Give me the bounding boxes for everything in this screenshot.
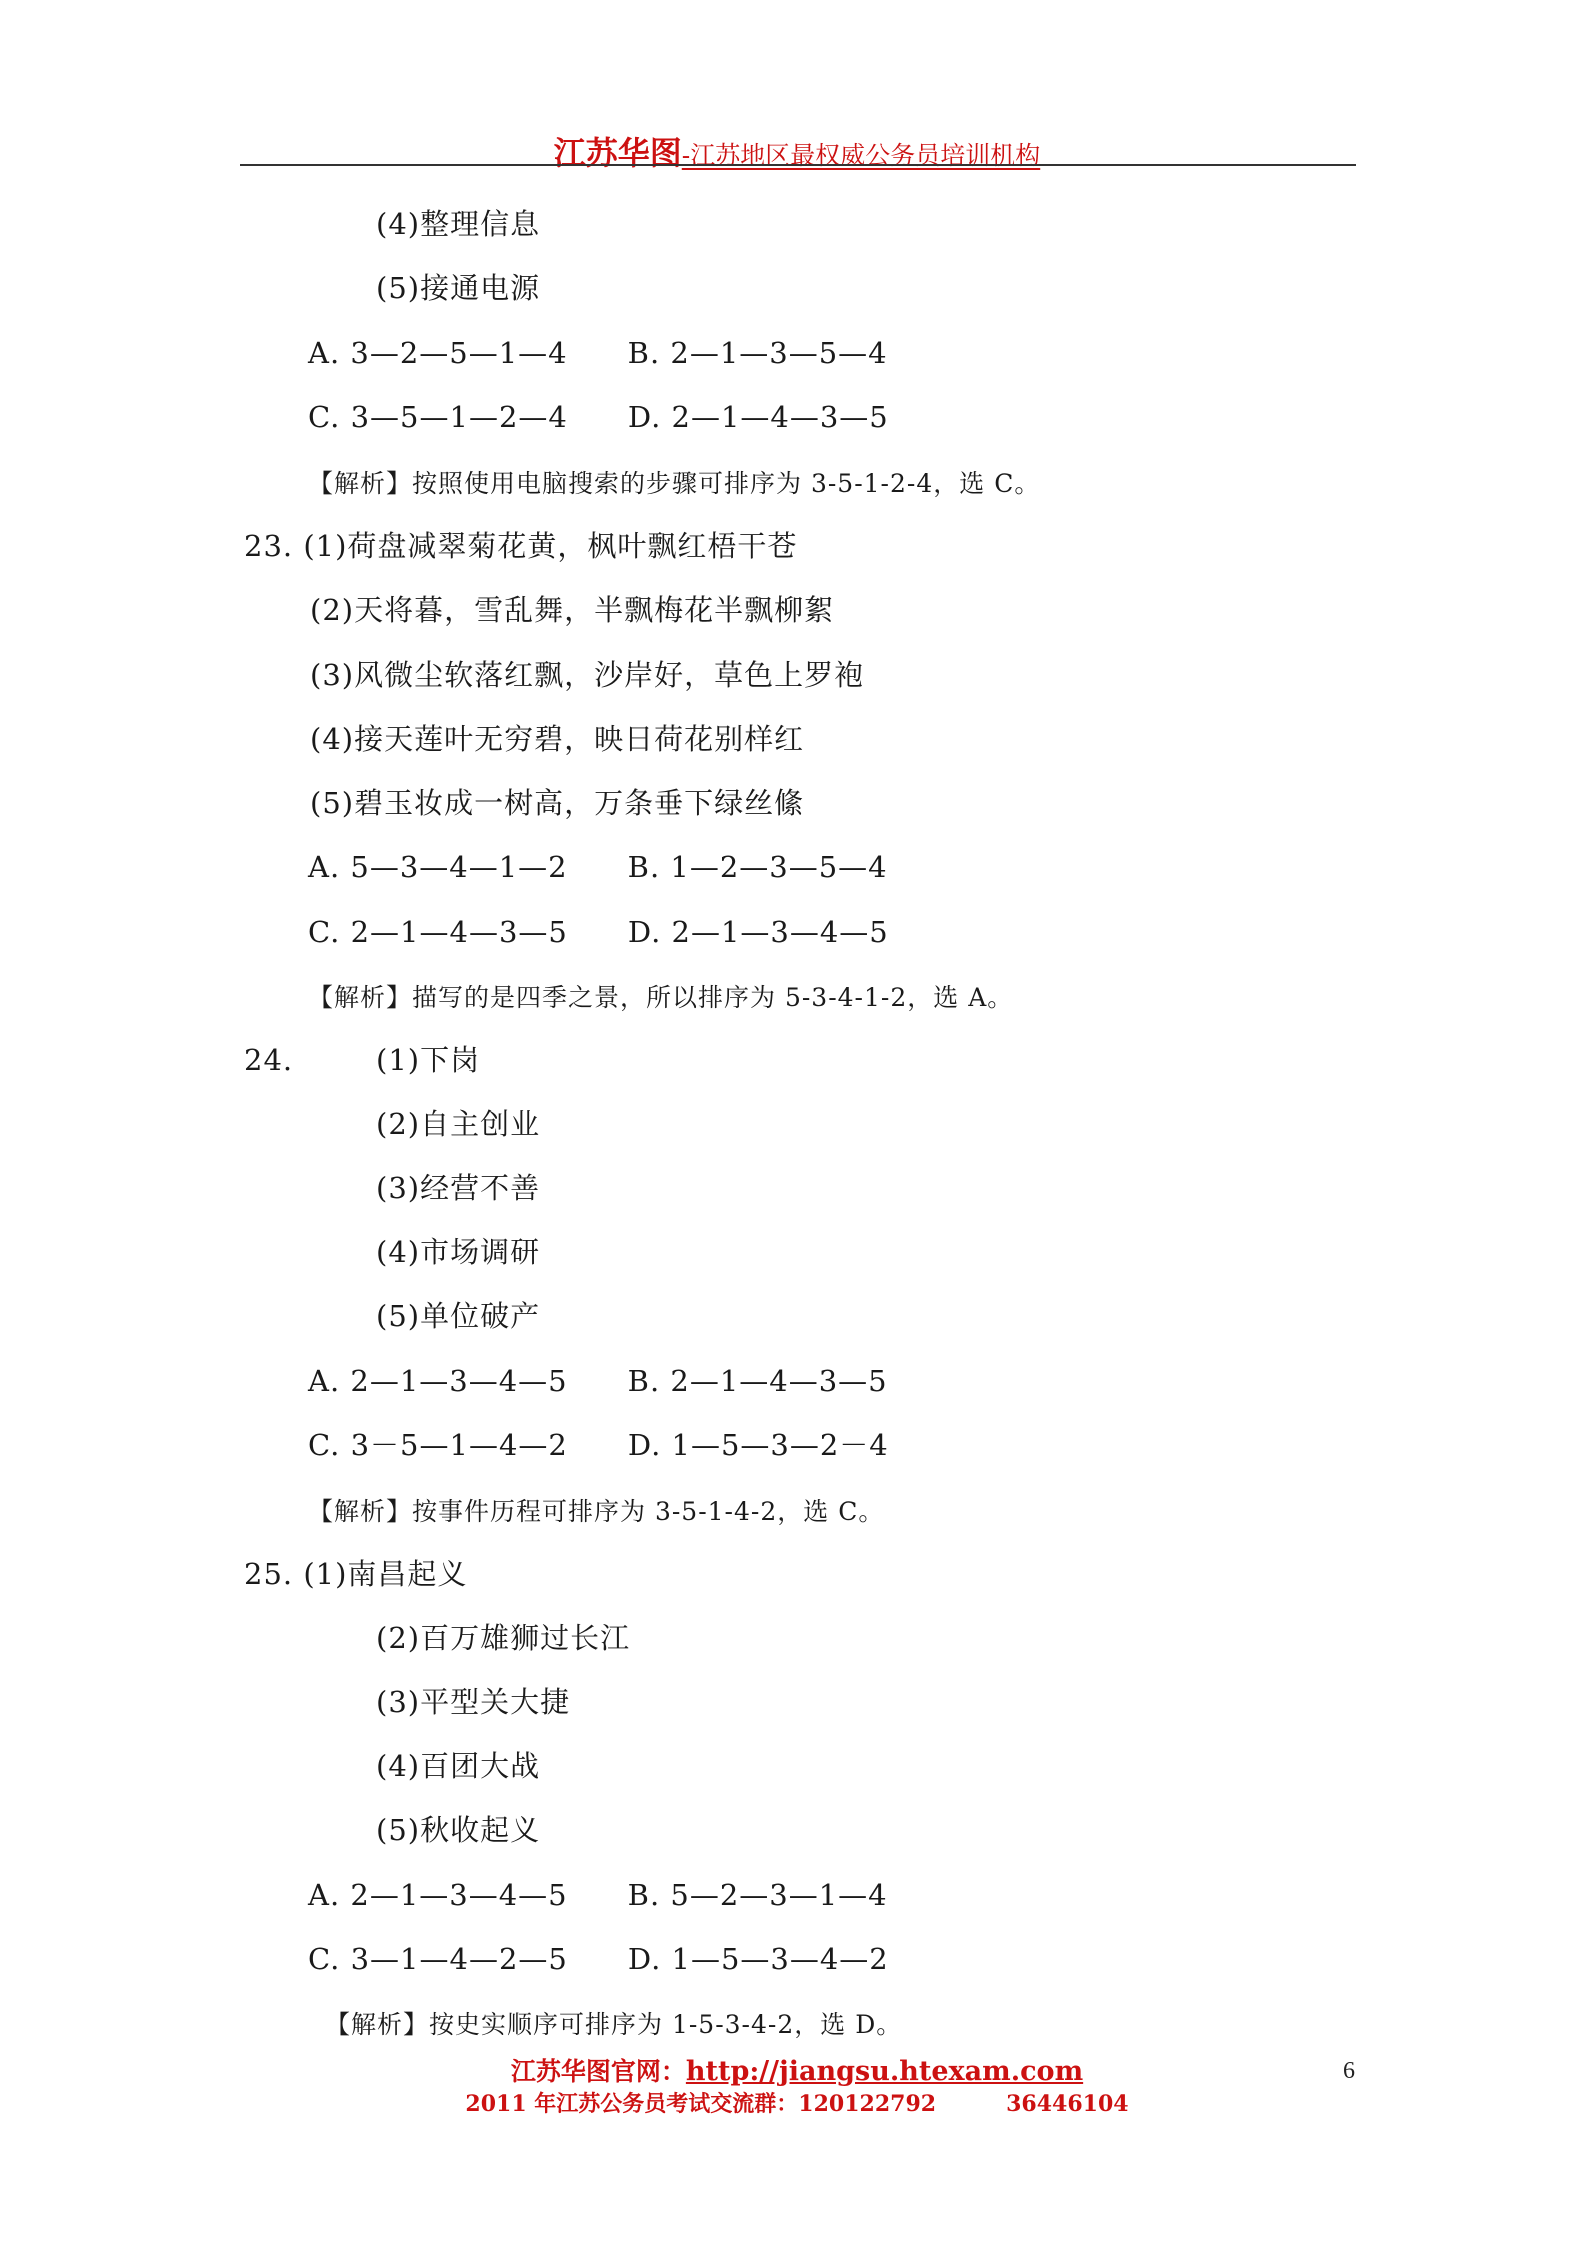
text-line: (5)秋收起义 xyxy=(376,1813,541,1847)
text-line: 24. xyxy=(244,1043,294,1077)
text-line: (2)自主创业 xyxy=(376,1107,541,1141)
text-line: (3)平型关大捷 xyxy=(376,1685,571,1719)
page-header xyxy=(0,128,1594,174)
analysis-line: 【解析】按照使用电脑搜索的步骤可排序为 3-5-1-2-4，选 C。 xyxy=(308,469,1041,498)
text-line: A. 2—1—3—4—5 B. 5—2—3—1—4 xyxy=(308,1878,888,1912)
text-line: (3)风微尘软落红飘，沙岸好，草色上罗袍 xyxy=(310,658,865,692)
footer-site-link[interactable]: http://jiangsu.htexam.com xyxy=(685,2056,1084,2087)
text-line: A. 5—3—4—1—2 B. 1—2—3—5—4 xyxy=(308,850,888,884)
header-divider xyxy=(240,164,1356,166)
footer-site-label: 江苏华图官网： xyxy=(510,2057,686,2086)
text-line: A. 3—2—5—1—4 B. 2—1—3—5—4 xyxy=(308,336,888,370)
text-line: C. 3－5—1—4—2 D. 1—5—3—2－4 xyxy=(308,1428,889,1462)
text-line: (3)经营不善 xyxy=(376,1171,541,1205)
text-line: (5)接通电源 xyxy=(376,271,541,305)
text-line: (4)百团大战 xyxy=(376,1749,541,1783)
footer-group-number: 36446104 xyxy=(1006,2091,1129,2117)
text-line: (5)单位破产 xyxy=(376,1299,541,1333)
text-line: C. 3—1—4—2—5 D. 1—5—3—4—2 xyxy=(308,1942,889,1976)
text-line: C. 3—5—1—2—4 D. 2—1—4—3—5 xyxy=(308,400,889,434)
text-line: 23. (1)荷盘减翠菊花黄，枫叶飘红梧干苍 xyxy=(244,529,798,563)
footer-group-label: 2011 年江苏公务员考试交流群：120122792 xyxy=(465,2091,937,2117)
text-line: (2)百万雄狮过长江 xyxy=(376,1621,631,1655)
text-line: (5)碧玉妆成一树高，万条垂下绿丝絛 xyxy=(310,786,805,820)
text-line: (2)天将暮，雪乱舞，半飘梅花半飘柳絮 xyxy=(310,593,835,627)
text-line: (4)接天莲叶无穷碧，映日荷花别样红 xyxy=(310,722,805,756)
page-number: 6 xyxy=(1343,2058,1355,2084)
analysis-line: 【解析】描写的是四季之景，所以排序为 5-3-4-1-2，选 A。 xyxy=(308,983,1014,1012)
text-line: 25. (1)南昌起义 xyxy=(244,1557,468,1591)
text-line: C. 2—1—4—3—5 D. 2—1—3—4—5 xyxy=(308,915,889,949)
text-line: (4)市场调研 xyxy=(376,1235,541,1269)
text-line: (1)下岗 xyxy=(376,1043,481,1077)
analysis-line: 【解析】按事件历程可排序为 3-5-1-4-2，选 C。 xyxy=(308,1497,885,1526)
text-line: (4)整理信息 xyxy=(376,207,541,241)
footer-qq-groups xyxy=(0,2087,1594,2118)
header-subtitle: -江苏地区最权威公务员培训机构 xyxy=(681,141,1041,170)
header-brand: 江苏华图 xyxy=(553,134,682,172)
text-line: A. 2—1—3—4—5 B. 2—1—4—3—5 xyxy=(308,1364,888,1398)
analysis-line: 【解析】按史实顺序可排序为 1-5-3-4-2，选 D。 xyxy=(325,2010,903,2039)
